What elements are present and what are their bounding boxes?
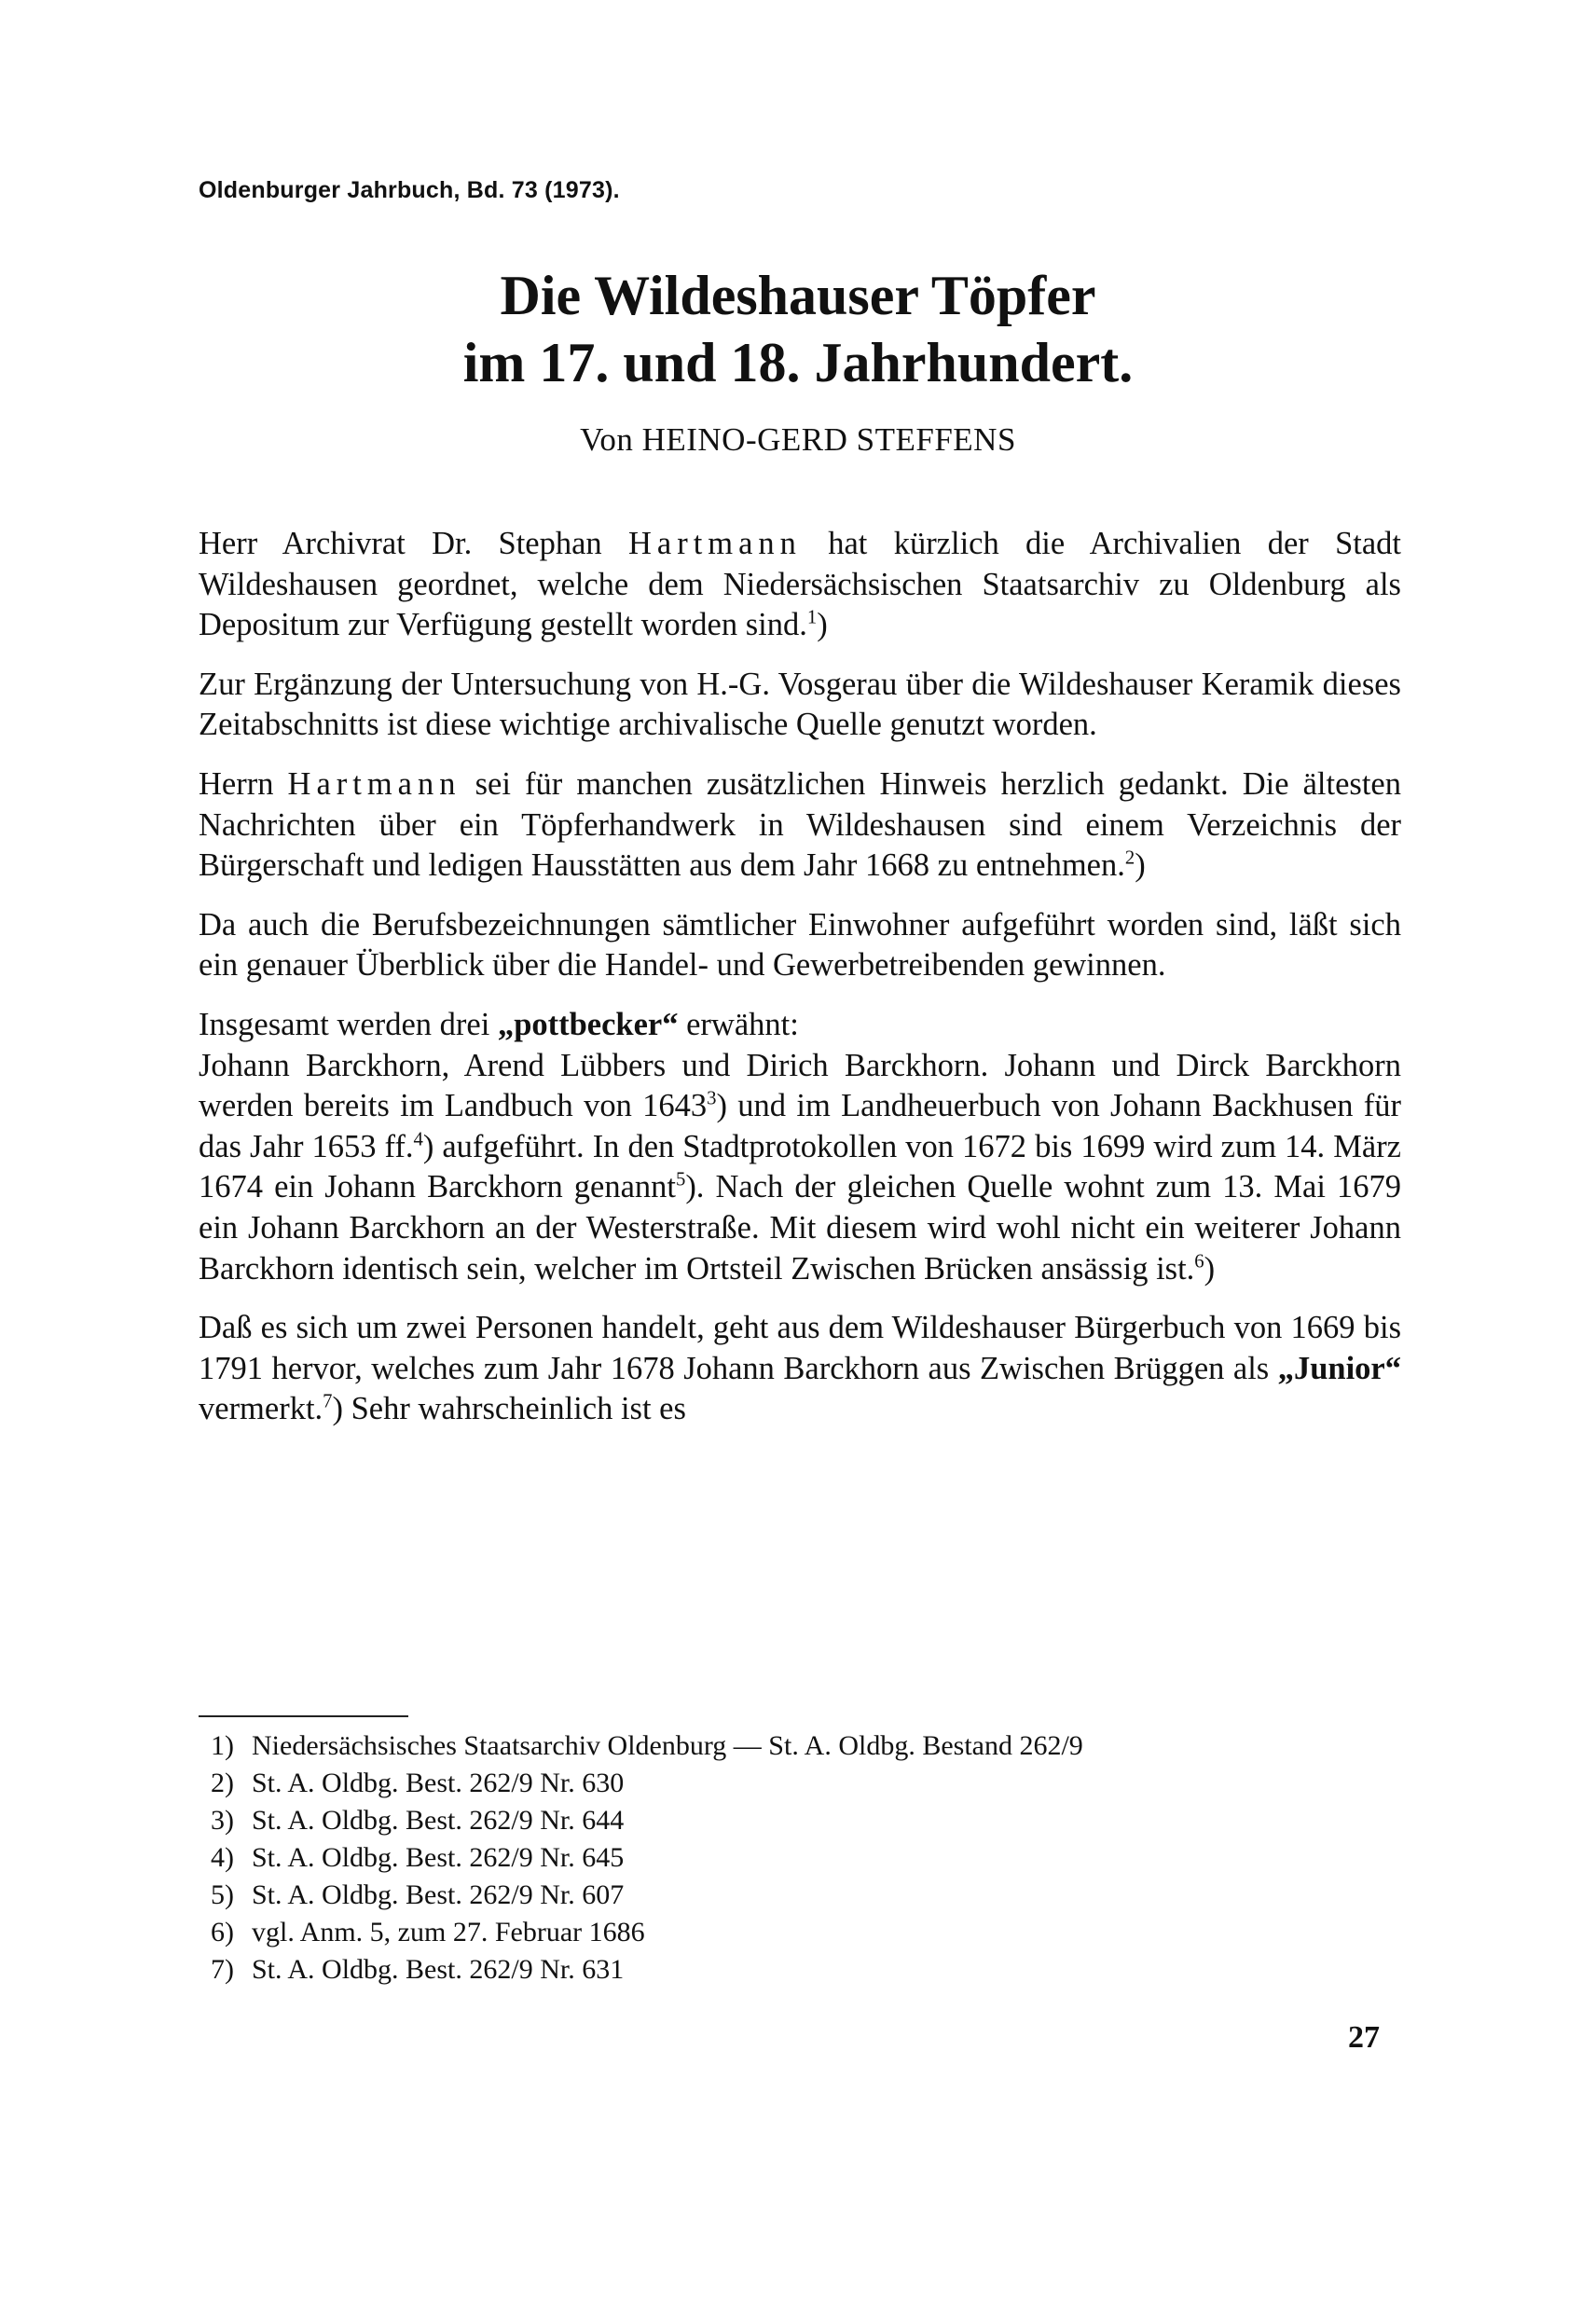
text-run: Herr Archivrat Dr. Stephan [199,526,628,561]
footnote-mark: 5) [211,1879,234,1910]
footnote-ref-5: 5 [675,1169,686,1190]
footnote-mark: 2) [211,1768,234,1798]
text-run: ). Nach der gleichen Quelle wohnt zum 13. Mai 1679 ein Johann Barckhorn an der Westerstraße. Mit diesem wird wohl nicht ein weiterer Johann Barckhorn identisch sein, welcher im Ortsteil Zwischen Brücken ansässig ist. [199,1169,1401,1287]
footnote-ref-2: 2 [1124,847,1135,869]
paragraph-2 [199,665,1401,746]
footnote-6 [211,1914,1083,1951]
bold-term: „Junior“ [1277,1350,1401,1386]
text-run: erwähnt: [678,1006,799,1042]
footnote-1 [211,1727,1083,1765]
footnote-3 [211,1802,1083,1839]
footnote-text: St. A. Oldbg. Best. 262/9 Nr. 607 [252,1879,625,1910]
text-run: ) [1135,847,1146,884]
text-run: Daß es sich um zwei Personen handelt, geht aus dem Wildeshauser Bürgerbuch von 1669 bis 1791 hervor, welches zum Jahr 1678 Johann Barckhorn aus Zwischen Brüggen als [199,1310,1401,1386]
footnote-ref-7: 7 [323,1391,333,1412]
footnote-mark: 3) [211,1805,234,1836]
text-run: Insgesamt werden drei [199,1006,498,1042]
footnote-7 [211,1951,1083,1989]
text-run: sei für manchen zusätzlichen Hinweis herzlich gedankt. Die ältesten Nachrichten über ein Töpferhandwerk in Wildeshausen sind einem Verzeichnis der Bürgerschaft und ledigen Hausstätten aus dem Jahr 1668 zu entnehmen. [199,765,1401,884]
article-title-line-2: im 17. und 18. Jahrhundert. [462,332,1134,393]
text-run: Da auch die Berufsbezeichnungen sämtlicher Einwohner aufgeführt worden sind, läßt sich ein genauer Überblick über die Handel- und Gewerbetreibenden gewinnen. [199,906,1401,984]
author-byline: Von HEINO-GERD STEFFENS [580,421,1016,458]
text-run: Johann Barckhorn, Arend Lübbers und Dirich Barckhorn. Johann und Dirck Barckhorn werden bereits im Landbuch von 1643 [199,1047,1401,1124]
paragraph-5 [199,1005,1401,1289]
footnote-ref-3: 3 [707,1088,717,1109]
paragraph-6 [199,1308,1401,1430]
footnote-ref-6: 6 [1194,1251,1204,1272]
footnote-ref-4: 4 [413,1129,423,1150]
footnote-mark: 7) [211,1954,234,1985]
footnote-5 [211,1877,1083,1914]
footnote-4 [211,1839,1083,1877]
footnote-mark: 1) [211,1730,234,1761]
spaced-name: Hartmann [287,765,461,802]
text-run: Zur Ergänzung der Untersuchung von H.-G. Vosgerau über die Wildeshauser Keramik dieses Zeitabschnitts ist diese wichtige archivalische Quelle genutzt worden. [199,666,1401,743]
text-run: vermerkt. [199,1391,323,1427]
text-run: hat kürzlich die Archivalien der Stadt Wildeshausen geordnet, welche dem Niedersächsischen Staatsarchiv zu Oldenburg als Depositum zur Verfügung gestellt worden sind. [199,526,1402,643]
bold-term: „pottbecker“ [497,1006,679,1042]
article-title-line-1: Die Wildeshauser Töpfer [500,265,1096,326]
spaced-name: Hartmann [627,526,802,561]
footnote-ref-1: 1 [806,607,818,628]
running-head: Oldenburger Jahrbuch, Bd. 73 (1973). [199,177,620,203]
text-run: ) aufgeführt. In den Stadtprotokollen von 1672 bis 1699 wird zum 14. März 1674 ein Johann Barckhorn genannt [199,1128,1401,1205]
footnote-2 [211,1765,1083,1802]
paragraph-3 [199,764,1401,887]
footnote-text: St. A. Oldbg. Best. 262/9 Nr. 644 [252,1805,625,1836]
text-run: ) [1204,1250,1216,1287]
paragraph-4 [199,905,1401,986]
article-body [199,524,1401,1449]
text-run: ) und im Landheuerbuch von Johann Backhusen für das Jahr 1653 ff. [199,1088,1401,1164]
footnote-text: vgl. Anm. 5, zum 27. Februar 1686 [252,1917,645,1947]
text-run: Herrn [199,765,288,802]
text-run: ) [817,607,828,643]
page-number: 27 [1348,2020,1380,2055]
footnote-text: Niedersächsisches Staatsarchiv Oldenburg — St. A. Oldbg. Bestand 262/9 [252,1730,1083,1761]
footnote-text: St. A. Oldbg. Best. 262/9 Nr. 631 [252,1954,625,1985]
text-run: ) Sehr wahrscheinlich ist es [332,1391,686,1427]
footnote-divider [199,1715,408,1717]
paragraph-1 [199,524,1401,646]
footnote-text: St. A. Oldbg. Best. 262/9 Nr. 630 [252,1768,625,1798]
footnote-mark: 6) [211,1917,234,1947]
footnotes [211,1727,1083,1989]
footnote-text: St. A. Oldbg. Best. 262/9 Nr. 645 [252,1842,625,1873]
footnote-mark: 4) [211,1842,234,1873]
